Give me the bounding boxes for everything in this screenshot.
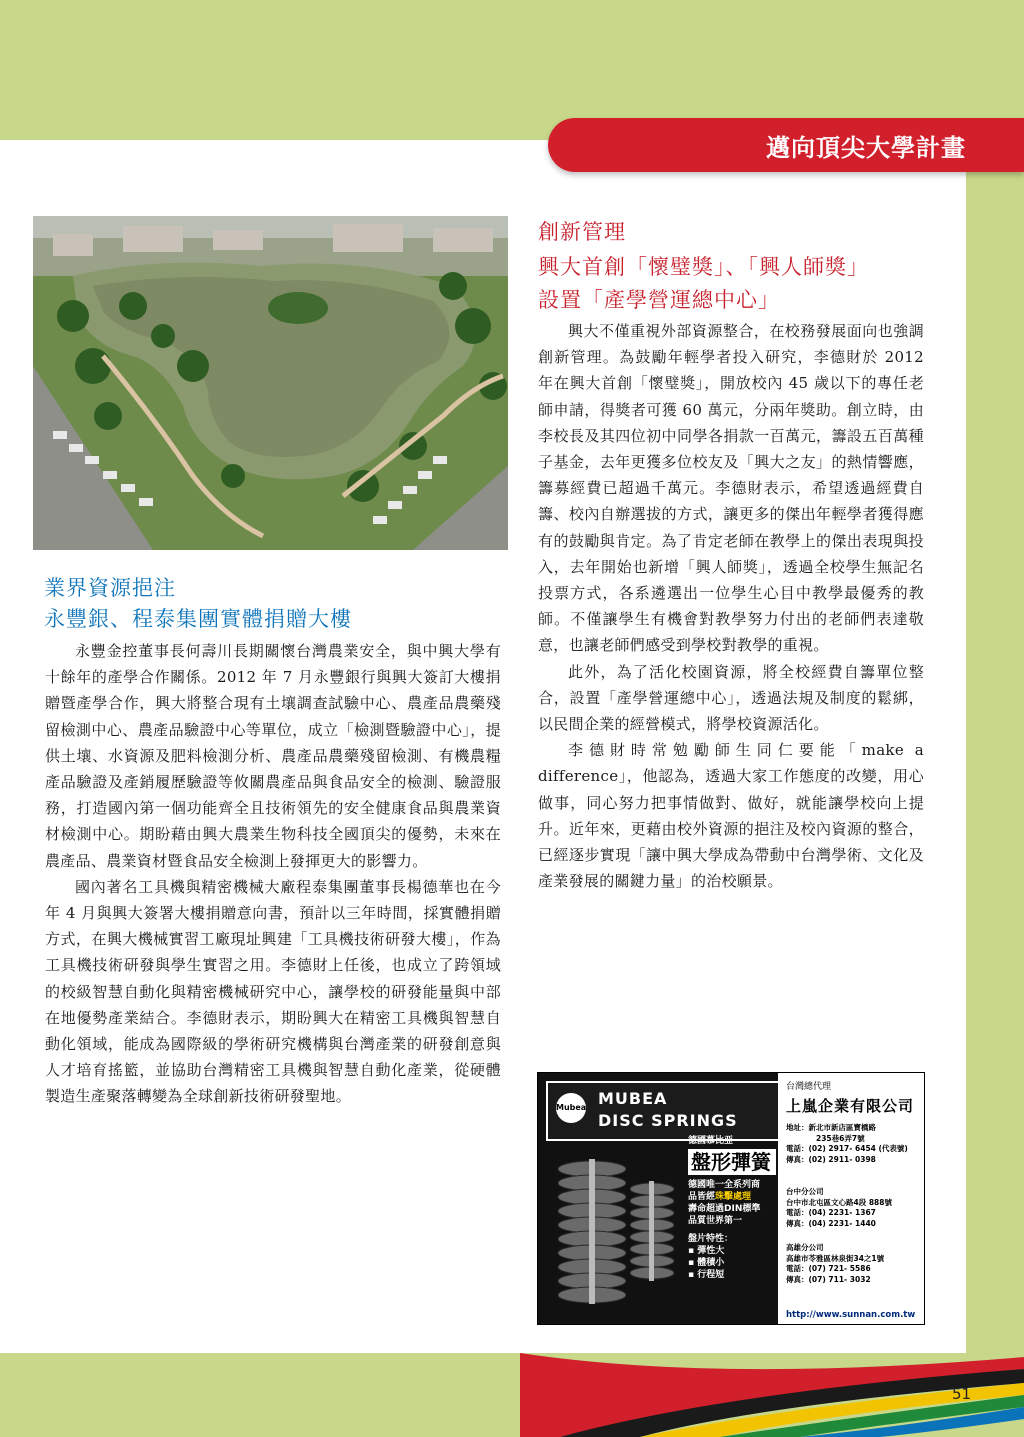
ad-line4: 品質世界第一	[688, 1216, 743, 1226]
mubea-logo-icon: Mubea	[556, 1093, 586, 1123]
ad-line2-prefix: 品皆經	[688, 1192, 716, 1202]
ad-taichung-contact	[786, 1187, 892, 1229]
right-column-text	[538, 318, 924, 894]
left-heading-line1: 業界資源挹注	[44, 576, 176, 600]
ad-hq-address2: 235巷6弄7號	[816, 1133, 865, 1143]
bottom-decor-band	[0, 1353, 1024, 1437]
section-title-tab	[548, 118, 1024, 172]
ad-brand-line1: MUBEA	[598, 1089, 668, 1108]
ad-ks-phone: 電話：(07) 721- 5586	[786, 1264, 871, 1273]
mubea-advertisement	[537, 1072, 925, 1325]
color-stripes-icon	[0, 1353, 1024, 1437]
ad-contact-panel	[778, 1073, 924, 1324]
ad-line2-highlight: 珠擊處理	[715, 1192, 752, 1202]
ad-ks-address: 高雄市苓雅區林泉街34之1號	[786, 1253, 885, 1263]
ad-feature3: ▪ 行程短	[688, 1270, 725, 1280]
ad-website-url: http://www.sunnan.com.tw	[786, 1310, 916, 1320]
right-paragraph-1: 興大不僅重視外部資源整合，在校務發展面向也強調創新管理。為鼓勵年輕學者投入研究，李德財於 2012 年在興大首創「懷璧獎」，開放校內 45 歲以下的專任老師申請，得獎者可獲 60 萬元，分兩年獎助。創立時，由李校長及其四位初中同學各捐款一百萬元，籌設五百萬種子基金，去年更獲多位校友及「興大之友」的熱情響應，籌募經費已超過千萬元。李德財表示，希望透過經費自籌、校內自辦選拔的方式，讓更多的傑出年輕學者獲得應有的鼓勵與肯定。為了肯定老師在教學上的傑出表現與投入，去年開始也新增「興人師獎」，透過全校學生無記名投票方式，各系遴選出一位學生心目中教學最優秀的教師。不僅讓學生有機會對教學努力付出的老師們表達敬意，也讓老師們感受到學校對教學的重視。	[538, 322, 924, 655]
ad-agent-label: 台灣總代理	[786, 1082, 832, 1092]
ad-tc-address: 台中市北屯區文心路4段 888號	[786, 1197, 892, 1207]
ad-product-name: 盤形彈簧	[688, 1149, 776, 1175]
left-paragraph-2: 國內著名工具機與精密機械大廠程泰集團董事長楊德華也在今年 4 月與興大簽署大樓捐贈意向書，預計以三年時間，採實體捐贈方式，在興大機械實習工廠現址興建「工具機技術研發大樓」，作為工具機技術研發與學生實習之用。李德財上任後，也成立了跨領域的校級智慧自動化與精密機械研究中心，讓學校的研發能量與中部在地優勢產業結合。李德財表示，期盼興大在精密工具機與智慧自動化領域，能成為國際級的學術研究機構與台灣產業的研發創意與人才培育搖籃，並協助台灣精密工具機與智慧自動化產業，從硬體製造生產聚落轉變為全球創新技術研發聖地。	[45, 877, 501, 1106]
ad-origin: 德國慕比亞	[688, 1136, 734, 1146]
ad-line2	[688, 1191, 776, 1203]
ad-company-name: 上嵐企業有限公司	[786, 1097, 915, 1115]
ad-brand-line2: DISC SPRINGS	[598, 1111, 738, 1130]
right-heading-line3: 設置「產學營運總中心」	[538, 288, 780, 312]
right-heading-line2: 興大首創「懷璧獎」、「興人師獎」	[538, 255, 869, 279]
ad-line1: 德國唯一全系列商	[688, 1180, 761, 1190]
page-number: 51	[952, 1385, 972, 1403]
left-heading-line2: 永豐銀、程泰集團實體捐贈大樓	[44, 607, 352, 631]
ad-hq-phone: 電話：(02) 2917- 6454 (代表號)	[786, 1144, 908, 1153]
campus-pond-aerial-photo-icon	[33, 216, 508, 550]
ad-feature2: ▪ 體積小	[688, 1258, 725, 1268]
ad-features-title: 盤片特性：	[688, 1234, 734, 1244]
left-column-text	[45, 638, 501, 1110]
ad-product-info	[688, 1135, 776, 1281]
ad-hq-contact	[786, 1123, 908, 1165]
right-decor-band	[966, 140, 1024, 1380]
ad-ks-title: 高雄分公司	[786, 1243, 824, 1252]
ad-hq-fax: 傳真：(02) 2911- 0398	[786, 1154, 876, 1164]
ad-line3: 壽命超過DIN標準	[688, 1204, 761, 1214]
ad-hq-address: 地址：新北市新店區寶橋路	[786, 1123, 876, 1132]
disc-springs-icon	[552, 1149, 682, 1309]
ad-tc-phone: 電話：(04) 2231- 1367	[786, 1208, 876, 1217]
ad-kaohsiung-contact	[786, 1243, 884, 1285]
right-heading-line1: 創新管理	[538, 220, 626, 244]
ad-ks-fax: 傳真：(07) 711- 3032	[786, 1274, 871, 1284]
right-paragraph-2: 此外，為了活化校園資源，將全校經費自籌單位整合，設置「產學營運總中心」，透過法規及制度的鬆綁，以民間企業的經營模式，將學校資源活化。	[538, 662, 924, 734]
section-title: 邁向頂尖大學計畫	[766, 134, 966, 162]
campus-pond-photo	[33, 216, 508, 550]
right-paragraph-3: 李德財時常勉勵師生同仁要能「make a difference」，他認為，透過大家工作態度的改變，用心做事，同心努力把事情做對、做好，就能讓學校向上提升。近年來，更藉由校外資源的挹注及校內資源的整合，已經逐步實現「讓中興大學成為帶動中台灣學術、文化及產業發展的關鍵力量」的治校願景。	[538, 741, 924, 891]
ad-tc-fax: 傳真：(04) 2231- 1440	[786, 1218, 876, 1228]
ad-feature1: ▪ 彈性大	[688, 1246, 725, 1256]
ad-tc-title: 台中分公司	[786, 1187, 824, 1196]
left-paragraph-1: 永豐金控董事長何壽川長期關懷台灣農業安全，與中興大學有十餘年的產學合作關係。2012 年 7 月永豐銀行與興大簽訂大樓捐贈暨產學合作，興大將整合現有土壤調查試驗中心、農產品農藥殘留檢測中心、農產品驗證中心等單位，成立「檢測暨驗證中心」，提供土壤、水資源及肥料檢測分析、農產品農藥殘留檢測、有機農糧產品驗證及產銷履歷驗證等攸關農產品與食品安全的檢測、驗證服務，打造國內第一個功能齊全且技術領先的安全健康食品與農業資材檢測中心。期盼藉由興大農業生物科技全國頂尖的優勢，未來在農產品、農業資材暨食品安全檢測上發揮更大的影響力。	[45, 642, 501, 870]
ad-brand-box	[546, 1081, 780, 1141]
